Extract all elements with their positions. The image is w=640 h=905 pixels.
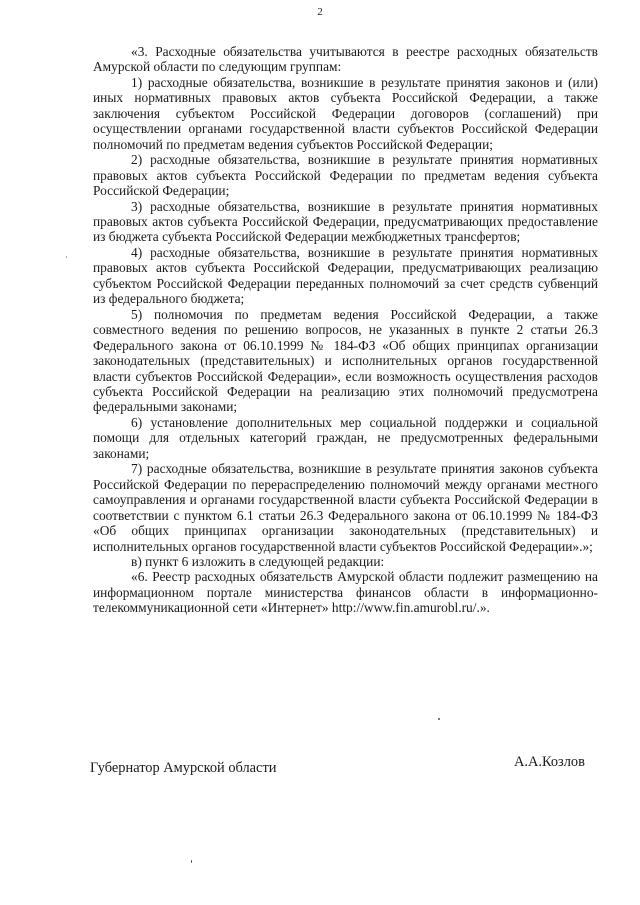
paragraph-item-1: 1) расходные обязательства, возникшие в результате принятия законов и (или) иных нормативных правовых актов субъекта Российской Федерации, а также заключения субъектом Российской Федерации договоров (соглашений) при осуществлении органами государственной власти субъектов Российской Федерации полномочий по предметам ведения субъектов Российской Федерации; — [93, 74, 598, 152]
paragraph-item-5: 5) полномочия по предметам ведения Российской Федерации, а также совместного ведения по решению вопросов, не указанных в пункте 2 статьи 26.3 Федерального закона от 06.10.1999 № 184-ФЗ «Об общих принципах организации законодательных (представительных) и исполнительных органов государственной власти субъектов Российской Федерации», если возможность осуществления расходов субъекта Российской Федерации на реализацию этих полномочий предусмотрена федеральными законами; — [93, 306, 598, 415]
signatory-title: Губернатор Амурской области — [90, 760, 277, 776]
paragraph-point-6: «6. Реестр расходных обязательств Амурской области подлежит размещению на информационном портале министерства финансов области в информационно-телекоммуникационной сети «Интернет» http://www.fin.amurobl.ru/.». — [93, 569, 598, 616]
paragraph-amendment-v: в) пункт 6 изложить в следующей редакции: — [131, 553, 385, 569]
scan-speck — [191, 860, 192, 863]
scan-speck — [66, 256, 67, 258]
paragraph-item-6: 6) установление дополнительных мер социальной поддержки и социальной помощи для отдельных категорий граждан, не предусмотренных федеральными законами; — [93, 414, 598, 461]
scan-speck — [438, 718, 440, 720]
paragraph-intro: «3. Расходные обязательства учитываются в реестре расходных обязательств Амурской области по следующим группам: — [93, 44, 598, 75]
document-body — [93, 44, 598, 616]
page-number: 2 — [317, 6, 323, 18]
paragraph-item-3: 3) расходные обязательства, возникшие в результате принятия нормативных правовых актов субъекта Российской Федерации, предусматривающих предоставление из бюджета субъекта Российской Федерации межбюджетных трансфертов; — [93, 198, 598, 245]
paragraph-item-2: 2) расходные обязательства, возникшие в результате принятия нормативных правовых актов субъекта Российской Федерации по предметам ведения субъекта Российской Федерации; — [93, 152, 598, 199]
paragraph-item-4: 4) расходные обязательства, возникшие в результате принятия нормативных правовых актов субъекта Российской Федерации, предусматривающих реализацию субъектом Российской Федерации переданных полномочий за счет средств субвенций из федерального бюджета; — [93, 244, 598, 307]
paragraph-item-7: 7) расходные обязательства, возникшие в результате принятия законов субъекта Российской Федерации по перераспределению полномочий между органами местного самоуправления и органами государственной власти субъекта Российской Федерации в соответствии с пунктом 6.1 статьи 26.3 Федерального закона от 06.10.1999 № 184-ФЗ «Об общих принципах организации законодательных (представительных) и исполнительных органов государственной власти субъектов Российской Федерации».»; — [93, 461, 598, 554]
signatory-name: А.А.Козлов — [514, 754, 585, 770]
